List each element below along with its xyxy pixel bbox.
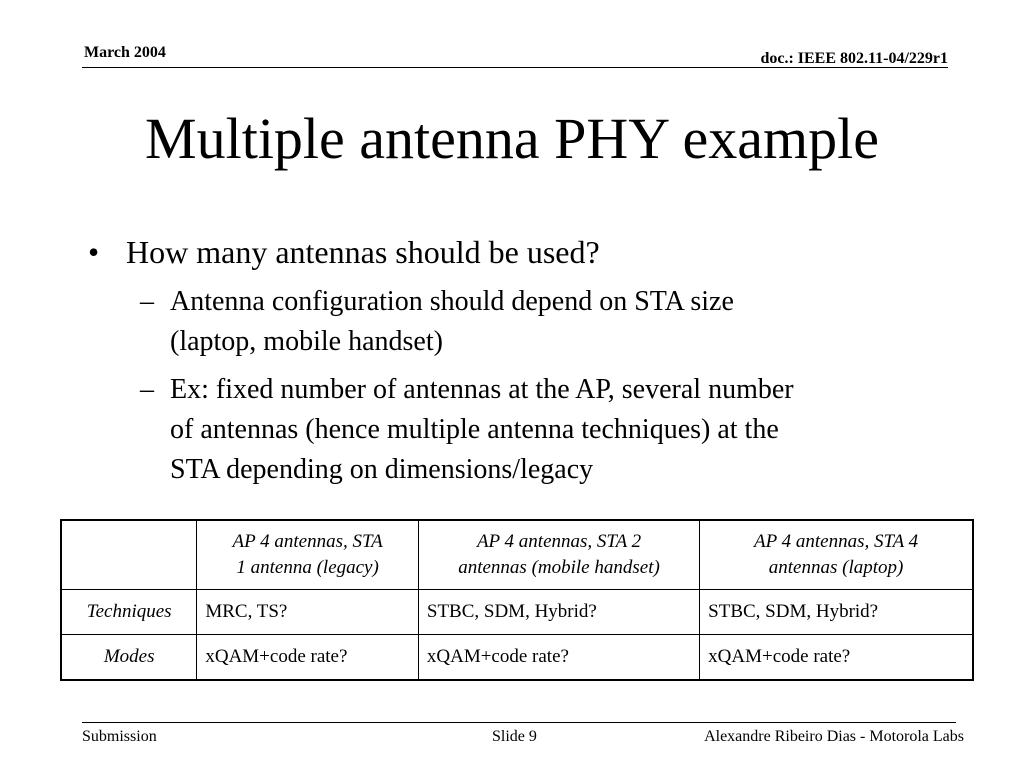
table-row bbox=[61, 590, 973, 635]
footer-author: Alexandre Ribeiro Dias - Motorola Labs bbox=[704, 728, 964, 745]
footer-divider bbox=[82, 722, 956, 723]
configuration-table bbox=[60, 519, 974, 681]
header-divider bbox=[82, 67, 948, 68]
header-date: March 2004 bbox=[84, 44, 166, 61]
column-header-line-1: AP 4 antennas, STA 2 bbox=[476, 531, 642, 552]
table-cell: MRC, TS? bbox=[197, 590, 419, 635]
table-cell: STBC, SDM, Hybrid? bbox=[700, 590, 973, 635]
sub-bullet-1 bbox=[88, 282, 968, 362]
dash-marker: – bbox=[140, 286, 154, 317]
sub-bullet-1-line-1: Antenna configuration should depend on STA size bbox=[170, 286, 734, 317]
table-cell: xQAM+code rate? bbox=[700, 635, 973, 681]
footer-slide-number: Slide 9 bbox=[492, 728, 537, 745]
bullet-main-text: How many antennas should be used? bbox=[126, 234, 600, 270]
table-cell: xQAM+code rate? bbox=[418, 635, 699, 681]
bullet-main bbox=[88, 232, 968, 272]
table-cell: xQAM+code rate? bbox=[197, 635, 419, 681]
sub-bullet-1-line-2: (laptop, mobile handset) bbox=[170, 326, 443, 357]
sub-bullet-2 bbox=[88, 370, 968, 490]
column-header bbox=[418, 520, 699, 590]
column-header-line-2: antennas (laptop) bbox=[768, 557, 904, 578]
dash-marker: – bbox=[140, 374, 154, 405]
footer-submission: Submission bbox=[82, 728, 157, 745]
column-header bbox=[700, 520, 973, 590]
column-header-line-1: AP 4 antennas, STA bbox=[232, 531, 383, 552]
table-header-row bbox=[61, 520, 973, 590]
bullet-marker: • bbox=[88, 234, 100, 270]
sub-bullet-2-line-1: Ex: fixed number of antennas at the AP, several number bbox=[170, 374, 794, 405]
column-header-line-1: AP 4 antennas, STA 4 bbox=[754, 531, 919, 552]
table-row bbox=[61, 635, 973, 681]
column-header-line-2: 1 antenna (legacy) bbox=[236, 557, 379, 578]
table-cell: STBC, SDM, Hybrid? bbox=[418, 590, 699, 635]
column-header bbox=[197, 520, 419, 590]
bullet-list bbox=[88, 232, 968, 498]
sub-bullet-2-line-2: of antennas (hence multiple antenna techniques) at the bbox=[170, 414, 779, 445]
sub-bullet-2-line-3: STA depending on dimensions/legacy bbox=[170, 454, 594, 485]
header-doc-id: doc.: IEEE 802.11-04/229r1 bbox=[760, 50, 948, 67]
row-header: Modes bbox=[61, 635, 197, 681]
table-corner-cell bbox=[61, 520, 197, 590]
slide-title: Multiple antenna PHY example bbox=[145, 106, 879, 171]
column-header-line-2: antennas (mobile handset) bbox=[458, 557, 660, 578]
row-header: Techniques bbox=[61, 590, 197, 635]
